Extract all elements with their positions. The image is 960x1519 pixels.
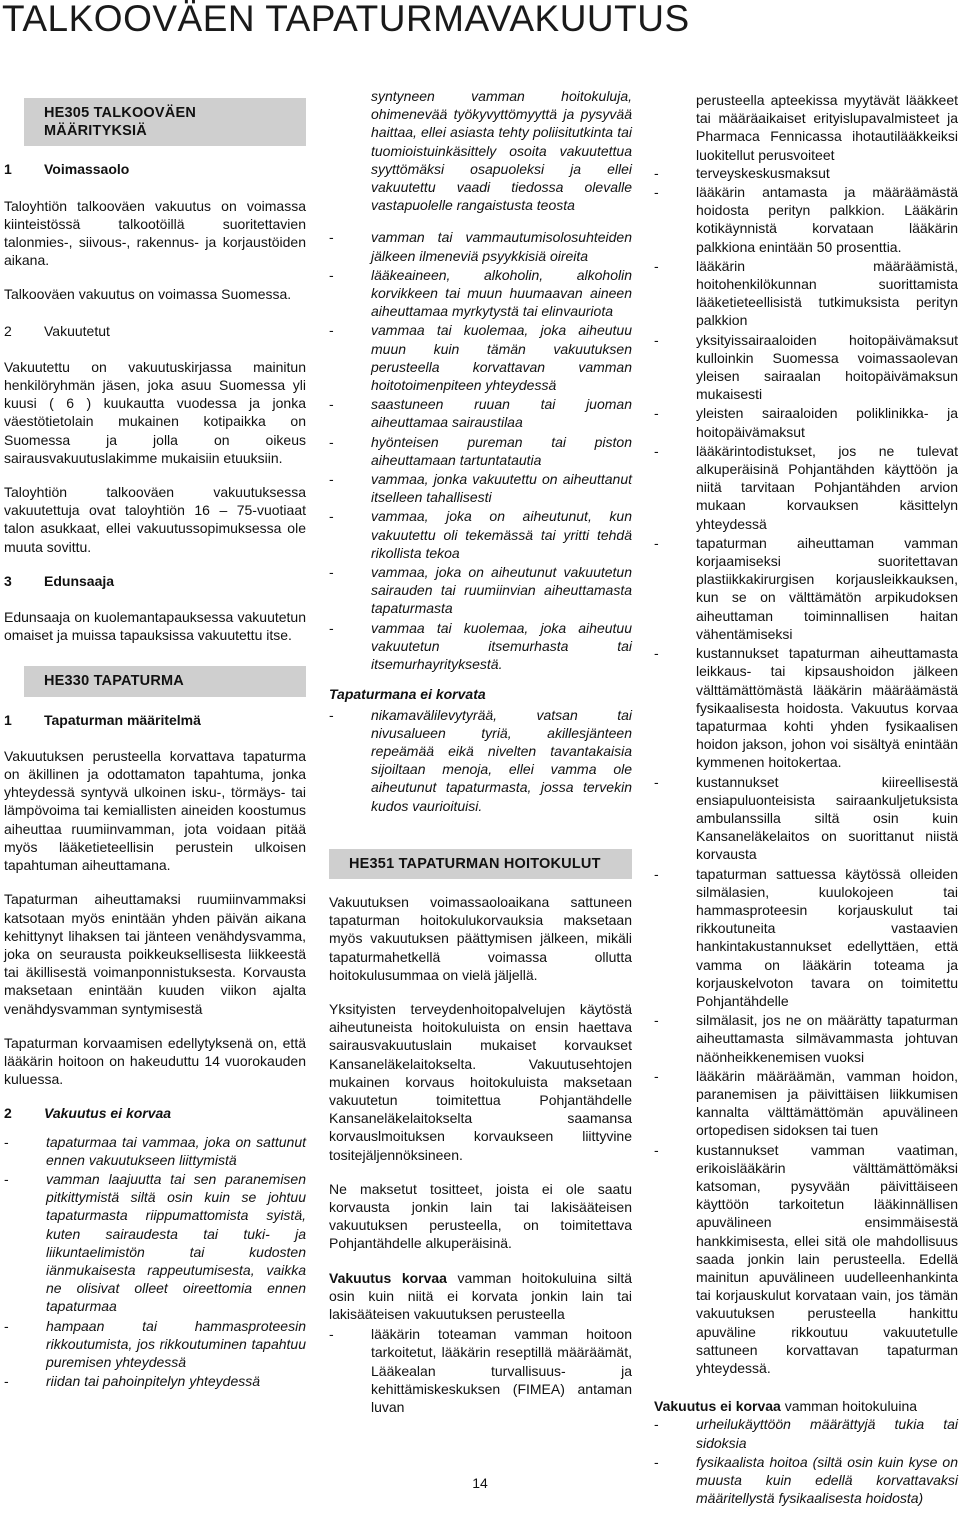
continued-text: syntyneen vamman hoitokuluja, ohimenevää työkyvyttömyyttä ja pysyvää haittaa, ellei asiasta tehty poliisitutkinta tai tuomioistuinkäsittely osoita vakuutettua syyttömäksi osapuoleksi ja ellei vakuutettu vaadi tiedossa olevalle vastapuolelle rangaistusta teosta [371,88,632,214]
paragraph: Taloyhtiön talkooväen vakuutuksessa vakuutettuja ovat taloyhtiön 16 – 75-vuotiaat talon asukkaat, ellei vakuutussopimuksessa ole muuta sovittu. [4,484,306,555]
list-item: - kustannukset tapaturman aiheuttamasta leikkaus- tai kipsaushoidon jälkeen välttämättömästä lääkärin määräämästä fysikaalisesta hoidosta. Vakuutus korvaa tapaturmaa kohti yhden fysikaalisen hoidon jakson, johon voi sisältyä enintään kymmenen hoitokertaa. [654,645,958,771]
subheading-text: Voimassaolo [44,161,130,178]
column-left [4,98,306,1402]
section-heading-he305: HE305 TALKOOVÄEN MÄÄRITYKSIÄ [24,98,306,146]
column-right [654,91,958,1519]
paragraph: Talkooväen vakuutus on voimassa Suomessa. [4,286,292,303]
subheading-text: Tapaturman määritelmä [44,711,201,728]
subheading-number: 1 [4,161,12,178]
paragraph: Edunsaaja on kuolemantapauksessa vakuutetun omaiset ja muissa tapauksissa vakuutettu itse. [4,609,306,644]
subheading-text: Vakuutus ei korvaa [44,1105,172,1122]
paragraph-rest: vamman hoitokuluina [780,1398,918,1415]
list-item: - yleisten sairaaloiden poliklinikka- ja hoitopäivämaksut [654,405,958,440]
exclusion-list [4,1133,306,1391]
subheading-text: Vakuutetut [44,322,110,339]
list-item: - vammaa, joka on aiheutunut vakuutetun sairauden tai ruumiinvian aiheuttamasta tapaturmasta [329,564,632,617]
list-item: - tapaturman aiheuttaman vamman korjaamiseksi suoritettavan plastiikkakirurgisen korjausleikkauksen, kun se on välttämätön arpikudoksen aiheuttaman toiminnallisen haitan vähentämiseksi [654,534,958,642]
list-item: - vammaa tai kuolemaa, joka aiheutuu vakuutetun itsemurhasta tai itsemurhayrityksestä. [329,619,632,673]
paragraph: Tapaturman aiheuttamaksi ruumiinvammaksi katsotaan myös enintään yhden päivän aikana kehittynyt lihaksen tai jänteen venähdysvamma, joka on seurausta poikkeuksellisesta liikkeestä tai äkillisestä voimanponnistuksesta. Korvausta maksetaan enintään kuuden viikon ajalta venähdysvamman syntymisestä [4,891,306,1017]
section-heading-he330: HE330 TAPATURMA [24,666,306,696]
list-item: - vammaa, jonka vakuutettu on aiheuttanut itselleen tahallisesti [329,471,632,506]
paragraph: Tapaturman korvaamisen edellytyksenä on, että lääkärin hoitoon on hakeuduttu 14 vuorokauden kuluessa. [4,1034,306,1088]
subheading-tapaturmana-ei-korvata: Tapaturmana ei korvata [329,686,486,703]
subheading-edunsaaja [4,572,306,590]
subheading-number: 3 [4,572,12,589]
list-item: - tapaturmaa tai vammaa, joka on sattunut ennen vakuutukseen liittymistä [4,1133,306,1168]
section-heading-he351: HE351 TAPATURMAN HOITOKULUT [329,849,632,879]
paragraph: Vakuutettu on vakuutuskirjassa mainitun henkilöryhmän jäsen, joka asuu Suomessa yli kuusi ( 6 ) kuukautta vuodessa ja jonka väestötietolain mukainen kotipaikka on Suomessa ja jolla on oikeus sairausvakuutuslakimme mukaisiin etuuksiin. [4,358,306,466]
continued-text: perusteella apteekissa myytävät lääkkeet tai määräaikaiset erityislupavalmisteet ja Pharmaca Fennicassa ihotautilääkkeiksi luokitellut perusvoiteet [696,92,958,163]
covered-list-continued [654,164,958,1377]
paragraph: Taloyhtiön talkooväen vakuutus on voimassa kiinteistössä talkootöillä suoritettavien talonmies-, siivous-, rakennus- ja korjaustöiden aikana. [4,197,306,269]
list-item: - yksityissairaaloiden hoitopäivämaksut kulloinkin Suomessa voimassaolevan yleisen sairaalan hoitopäivämaksun mukaisesti [654,331,958,403]
page-title: TALKOOVÄEN TAPATURMAVAKUUTUS [2,0,690,39]
subheading-ei-korvaa [4,1104,306,1122]
subheading-number: 2 [4,1105,12,1122]
paragraph [654,1397,958,1415]
list-item: - fysikaalista hoitoa (siltä osin kuin kyse on muusta kuin edellä korvattavaksi määritellystä fysikaalisesta hoidosta) [654,1453,958,1507]
subheading-vakuutetut [4,322,306,340]
list-item: - lääkärin toteaman vamman hoitoon tarkoitetut, lääkärin reseptillä määräämät, Lääkealan turvallisuus- ja kehittämiskeskuksen (FIMEA) antaman luvan [329,1326,632,1415]
list-item: - terveyskeskusmaksut [654,164,830,181]
list-item: - kustannukset kiireellisestä ensiapuluonteisista sairaankuljetuksista ambulanssilla siltä osin kuin Kansaneläkelaitos on suorittanut niistä korvausta [654,773,958,863]
list-item: - nikamavälilevytyrää, vatsan tai nivusalueen tyriä, akillesjänteen repeämää eikä nivelten tavantakaisia sijoiltaan menoja, ellei vamma ole aiheutunut tapaturmasta, jossa tervekin kudos vaurioituisi. [329,706,632,814]
list-item: - riidan tai pahoinpitelyn yhteydessä [4,1373,261,1390]
list-item: - lääkeaineen, alkoholin, alkoholin korvikkeen tai muun huumaavan aineen aiheuttamaa myrkytystä tai elinvauriota [329,266,632,320]
not-accident-list [329,706,632,815]
subheading-maaritelma [4,711,306,729]
list-item: - vamman tai vammautumisolosuhteiden jälkeen ilmeneviä psyykkisiä oireita [329,229,632,264]
list-item: - lääkärin määräämän, vamman hoidon, paranemisen ja päivittäisen liikkumisen kannalta välttämättömän apuvälineen ortopedisen sidoksen tai tuen [654,1067,958,1139]
list-item: - urheilukäyttöön määrättyjä tukia tai sidoksia [654,1416,958,1451]
list-item: - vammaa tai kuolemaa, joka aiheutuu muun kuin tämän vakuutuksen perusteella korvattavan vamman hoitotoimenpiteen yhteydessä [329,322,632,394]
list-item: - silmälasit, jos ne on määrätty tapaturman aiheuttamasta silmävammasta johtuvan näönheikkenemisen vuoksi [654,1012,958,1065]
bold-lead: Vakuutus korvaa [329,1269,447,1286]
list-item: - lääkärintodistukset, jos ne tulevat alkuperäisinä Pohjantähden käyttöön ja niitä tarvitaan Pohjantähden arvion mukaan korvauksen käsittelyn yhteydessä [654,442,958,532]
page-number: 14 [472,1475,488,1491]
subheading-number: 2 [4,322,12,339]
list-item: - saastuneen ruuan tai juoman aiheuttamaa sairaustilaa [329,396,632,431]
list-item: - lääkärin antamasta ja määräämästä hoidosta perityn palkkion. Lääkärin kotikäynnistä korvataan lääkärin palkkiona enintään 50 prosenttia. [654,184,958,255]
column-middle [329,87,632,1428]
subheading-voimassaolo [4,160,306,178]
list-item: - hampaan tai hammasproteesin rikkoutumista, jos rikkoutuminen tapahtuu puremisen yhteydessä [4,1317,306,1370]
paragraph: Yksityisten terveydenhoitopalvelujen käytöstä aiheutuneista hoitokuluista on ensin haettava sairausvakuutuslain mukaiset korvaukset Kansaneläkelaitokselta. Vakuutusehtojen mukainen korvaus hoitokuluista maksetaan vakuutetun toimitettua Pohjantähdelle Kansaneläkelaitokselta saamansa korvauslmoituksen korvaukseen liittyvine tositejäljennöksineen. [329,1000,632,1163]
list-item: - kustannukset vamman vaatiman, erikoislääkärin välttämättömäksi katsoman, pysyvään päivittäiseen käyttöön tarkoitetun lääkinnällisen apuvälineen ensimmäisestä hankkimisesta, ellei sitä ole mahdollisuus saada jonkin lain perusteella. Edellä mainitun apuvälineen uudelleenhankinta tai korjauskulut korvataan vain, jos tämän vakuutuksen perusteella hankittu apuväline rikkoutuu vakuutetulle sattuneen korvattavan tapaturman yhteydessä. [654,1141,958,1377]
paragraph [329,1269,632,1324]
subheading-number: 1 [4,711,12,728]
bold-lead: Vakuutus ei korvaa [654,1398,781,1415]
list-item: - lääkärin määräämistä, hoitohenkilökunnan suorittamista lääketieteellisistä tutkimuksista perityn palkkion [654,257,958,329]
list-item: - hyönteisen pureman tai piston aiheuttamaan tartuntatautia [329,433,632,468]
subheading-text: Edunsaaja [44,572,115,589]
paragraph: Vakuutuksen voimassaoloaikana sattuneen tapaturman hoitokulukorvauksia maksetaan myös vakuutuksen päättymisen jälkeen, mikäli tapaturmahetkellä voimassa ollutta hoitokulusummaa on vielä jäljellä. [329,893,632,983]
paragraph: Vakuutuksen perusteella korvattava tapaturma on äkillinen ja odottamaton tapahtuma, jonka yhteydessä syntyvä ulkoinen isku-, törmäys- tai lämpövoima tai kemiallisten aineiden koostumus aiheuttaa ruumiinvamman, jota voidaan pitää myös lääketieteellisin perustein ulkoisen tapahtuman aiheuttamana. [4,747,306,874]
list-item: - vamman laajuutta tai sen paranemisen pitkittymistä siltä osin kuin se johtuu tapaturmasta riippumattomista syistä, kuten sairaudesta tai tuki- ja liikuntaelimistön tai kudosten iänmukaisesta rappeutumisesta, vaikka ne olisivat olleet oireettomia ennen tapaturmaa [4,1170,306,1315]
covered-list [329,1325,632,1416]
paragraph: Ne maksetut tositteet, joista ei ole saatu korvausta jonkin lain tai lakisääteisen vakuutuksen perusteella, on toimitettava Pohjantähdelle alkuperäisinä. [329,1180,632,1252]
exclusion-list-continued [329,228,632,673]
list-item: - tapaturman sattuessa käytössä olleiden silmälasien, kuulokojeen tai hammasproteesin korjauskulut tai rikkoutuneita vastaavien hankintakustannukset edellyttäen, että vamma on lääkärin toteama ja korjauskelvoton tavara on toimitettu Pohjantähdelle [654,865,958,1009]
paragraph-rest: vamman hoitokuluina siltä osin kuin niitä ei korvata jonkin lain tai lakisääteisen vakuutuksen perusteella [329,1269,632,1322]
list-item: - vammaa, joka on aiheutunut, kun vakuutettu oli tekemässä tai yritti tehdä rikollista tekoa [329,508,632,561]
